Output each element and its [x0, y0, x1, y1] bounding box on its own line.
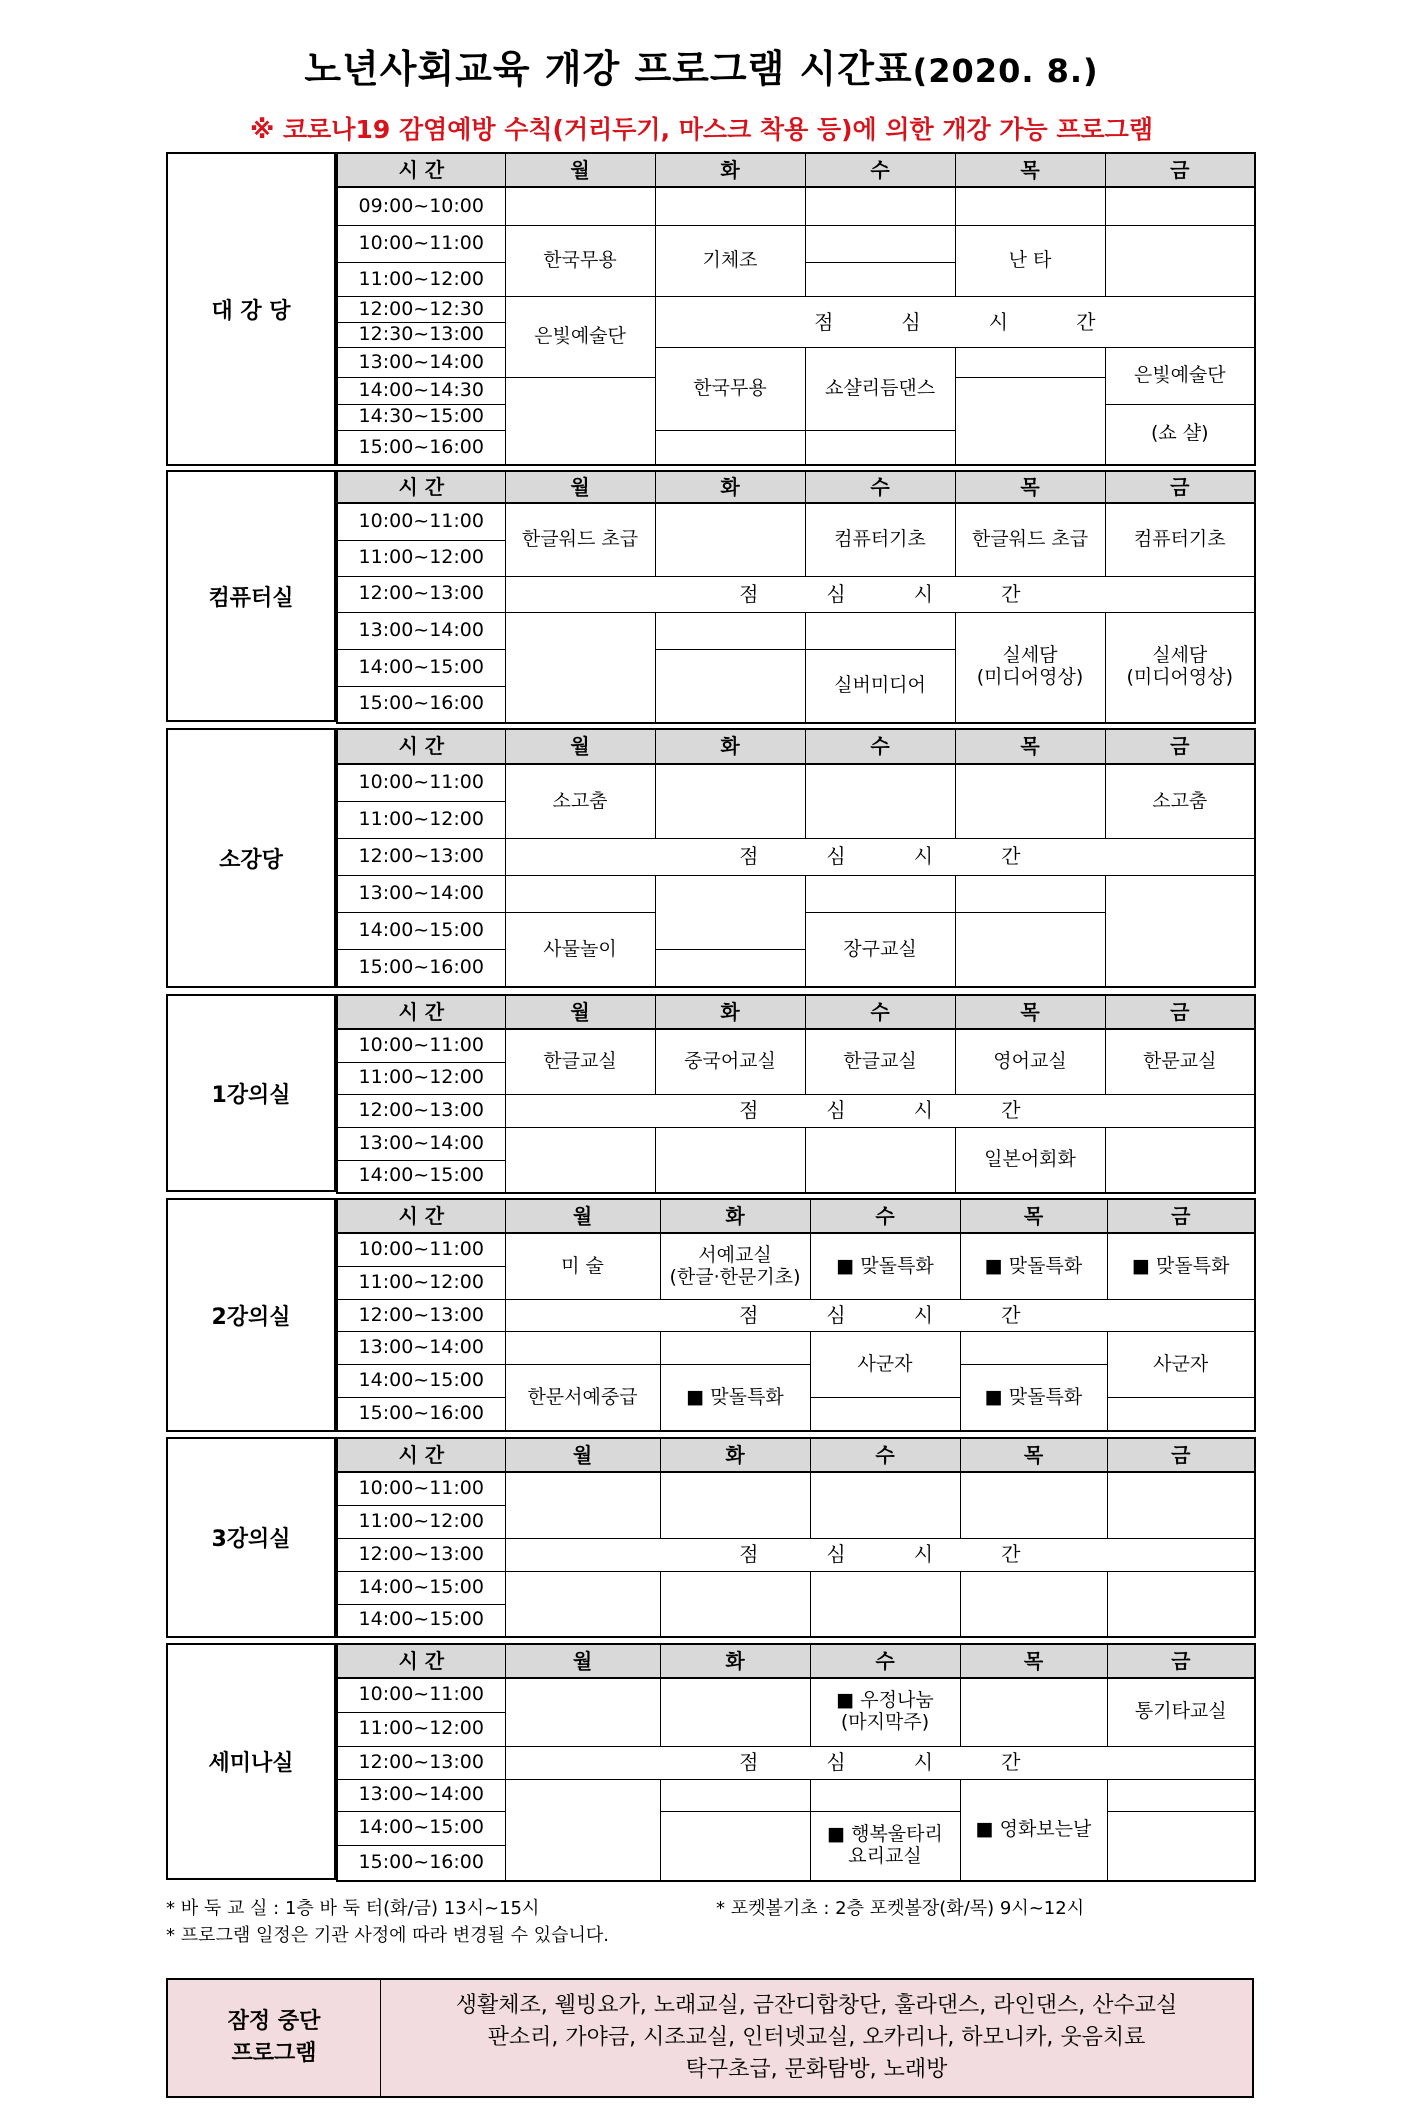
suspended-line: 탁구초급, 문화탐방, 노래방 — [685, 2057, 948, 2082]
class-cell: ■ 행복울타리 요리교실 — [810, 1811, 960, 1881]
time-slot: 11:00~12:00 — [337, 540, 505, 576]
header-mon: 월 — [505, 153, 655, 187]
header-tue: 화 — [660, 1644, 810, 1678]
time-slot: 15:00~16:00 — [337, 686, 505, 723]
class-cell: 사군자 — [1107, 1332, 1255, 1398]
room-name: 세미나실 — [166, 1643, 336, 1880]
room-name: 1강의실 — [166, 994, 336, 1192]
class-cell: ■ 맞돌특화 — [660, 1365, 810, 1431]
class-cell: ■ 맞돌특화 — [810, 1233, 960, 1299]
class-cell: (쇼 샬) — [1105, 404, 1255, 465]
class-cell: 한문서예중급 — [505, 1365, 660, 1431]
class-cell: 사물놀이 — [505, 913, 655, 987]
schedule-block-lecture1 — [166, 994, 1254, 1192]
time-slot: 14:00~15:00 — [337, 1571, 505, 1604]
class-cell: 미 술 — [505, 1233, 660, 1299]
schedule-block-computer — [166, 470, 1254, 722]
time-slot: 13:00~14:00 — [337, 1127, 505, 1160]
time-slot: 15:00~16:00 — [337, 1845, 505, 1881]
class-cell: 컴퓨터기초 — [805, 503, 955, 576]
header-fri: 금 — [1107, 1644, 1255, 1678]
lunch-time: 점 심 시 간 — [505, 1299, 1255, 1331]
header-wed: 수 — [810, 1438, 960, 1472]
time-slot: 10:00~11:00 — [337, 1472, 505, 1505]
lunch-time: 점 심 시 간 — [505, 1746, 1255, 1779]
time-slot: 13:00~14:00 — [337, 1779, 505, 1811]
header-time: 시 간 — [337, 471, 505, 503]
note-schedule-change: * 프로그램 일정은 기관 사정에 따라 변경될 수 있습니다. — [166, 1925, 610, 1946]
room-name: 컴퓨터실 — [166, 470, 336, 722]
schedule-block-lecture2 — [166, 1198, 1254, 1432]
suspended-list — [381, 1980, 1252, 2096]
class-cell: 기체조 — [655, 226, 805, 297]
class-cell: 실버미디어 — [805, 649, 955, 723]
notes — [166, 1895, 1085, 1949]
header-fri: 금 — [1105, 471, 1255, 503]
time-slot: 10:00~11:00 — [337, 764, 505, 801]
header-mon: 월 — [505, 471, 655, 503]
time-slot: 10:00~11:00 — [337, 226, 505, 262]
header-time: 시 간 — [337, 153, 505, 187]
schedule-block-seminar — [166, 1643, 1254, 1880]
header-mon: 월 — [505, 1644, 660, 1678]
class-cell: 실세담 (미디어영상) — [955, 612, 1105, 723]
time-slot: 12:00~13:00 — [337, 1746, 505, 1779]
time-slot: 14:00~15:00 — [337, 913, 505, 950]
header-tue: 화 — [655, 995, 805, 1029]
header-time: 시 간 — [337, 729, 505, 764]
time-slot: 14:00~15:00 — [337, 649, 505, 686]
time-slot: 15:00~16:00 — [337, 430, 505, 465]
class-cell: ■ 맞돌특화 — [960, 1365, 1107, 1431]
class-cell: 한글워드 초급 — [505, 503, 655, 576]
class-cell: 사군자 — [810, 1332, 960, 1398]
note-pocketball: * 포켓볼기초 : 2층 포켓볼장(화/목) 9시~12시 — [716, 1898, 1085, 1919]
suspended-label-line: 프로그램 — [231, 2041, 317, 2066]
time-slot: 11:00~12:00 — [337, 1266, 505, 1299]
header-wed: 수 — [805, 995, 955, 1029]
class-cell: ■ 영화보는날 — [960, 1779, 1107, 1881]
time-slot: 12:30~13:00 — [337, 322, 505, 347]
schedule-table — [336, 152, 1256, 466]
class-cell: 소고춤 — [505, 764, 655, 838]
time-slot: 14:00~15:00 — [337, 1160, 505, 1193]
time-slot: 14:00~15:00 — [337, 1811, 505, 1845]
time-slot: 12:00~13:00 — [337, 1299, 505, 1331]
time-slot: 14:00~14:30 — [337, 378, 505, 404]
lunch-time: 점 심 시 간 — [505, 838, 1255, 875]
schedule-block-small-hall — [166, 728, 1254, 988]
class-cell: 한국무용 — [505, 226, 655, 297]
header-mon: 월 — [505, 1438, 660, 1472]
header-fri: 금 — [1105, 995, 1255, 1029]
header-thu: 목 — [955, 995, 1105, 1029]
time-slot: 15:00~16:00 — [337, 1398, 505, 1431]
header-wed: 수 — [810, 1644, 960, 1678]
header-mon: 월 — [505, 1199, 660, 1233]
note-baduk: * 바 둑 교 실 : 1층 바 둑 터(화/금) 13시~15시 — [166, 1898, 540, 1919]
header-time: 시 간 — [337, 1644, 505, 1678]
header-tue: 화 — [655, 729, 805, 764]
header-tue: 화 — [660, 1438, 810, 1472]
time-slot: 11:00~12:00 — [337, 1505, 505, 1538]
header-wed: 수 — [805, 153, 955, 187]
time-slot: 11:00~12:00 — [337, 801, 505, 838]
class-cell: ■ 맞돌특화 — [1107, 1233, 1255, 1299]
time-slot: 12:00~13:00 — [337, 1094, 505, 1127]
class-cell: 중국어교실 — [655, 1029, 805, 1094]
header-fri: 금 — [1107, 1438, 1255, 1472]
class-cell: 한글교실 — [805, 1029, 955, 1094]
class-cell: 서예교실 (한글·한문기초) — [660, 1233, 810, 1299]
class-cell: 통기타교실 — [1107, 1678, 1255, 1746]
class-cell: 한문교실 — [1105, 1029, 1255, 1094]
time-slot: 15:00~16:00 — [337, 950, 505, 987]
class-cell: 영어교실 — [955, 1029, 1105, 1094]
time-slot: 10:00~11:00 — [337, 503, 505, 540]
lunch-time: 점 심 시 간 — [505, 1094, 1255, 1127]
header-wed: 수 — [810, 1199, 960, 1233]
time-slot: 14:00~15:00 — [337, 1604, 505, 1637]
class-cell: 일본어회화 — [955, 1127, 1105, 1193]
schedule-table — [336, 470, 1256, 724]
suspended-line: 판소리, 가야금, 시조교실, 인터넷교실, 오카리나, 하모니카, 웃음치료 — [487, 2025, 1146, 2050]
header-mon: 월 — [505, 995, 655, 1029]
header-tue: 화 — [660, 1199, 810, 1233]
time-slot: 09:00~10:00 — [337, 187, 505, 225]
class-cell: ■ 맞돌특화 — [960, 1233, 1107, 1299]
class-cell: 쇼샬리듬댄스 — [805, 347, 955, 430]
header-wed: 수 — [805, 729, 955, 764]
class-cell: 한글교실 — [505, 1029, 655, 1094]
time-slot: 12:00~13:00 — [337, 576, 505, 612]
suspended-line: 생활체조, 웰빙요가, 노래교실, 금잔디합창단, 훌라댄스, 라인댄스, 산수교실 — [455, 1993, 1178, 2018]
time-slot: 14:00~15:00 — [337, 1365, 505, 1398]
title-main: 노년사회교육 개강 프로그램 시간표 — [304, 47, 913, 91]
schedule-block-main-hall — [166, 152, 1254, 466]
header-thu: 목 — [955, 729, 1105, 764]
header-time: 시 간 — [337, 995, 505, 1029]
schedule-table — [336, 994, 1256, 1194]
time-slot: 14:30~15:00 — [337, 404, 505, 430]
class-cell: 은빛예술단 — [505, 297, 655, 378]
time-slot: 12:00~13:00 — [337, 1538, 505, 1571]
time-slot: 11:00~12:00 — [337, 262, 505, 296]
header-thu: 목 — [955, 153, 1105, 187]
header-wed: 수 — [805, 471, 955, 503]
time-slot: 12:00~13:00 — [337, 838, 505, 875]
header-fri: 금 — [1105, 729, 1255, 764]
time-slot: 10:00~11:00 — [337, 1678, 505, 1712]
lunch-time: 점 심 시 간 — [505, 576, 1255, 612]
time-slot: 11:00~12:00 — [337, 1062, 505, 1094]
header-time: 시 간 — [337, 1199, 505, 1233]
header-thu: 목 — [960, 1644, 1107, 1678]
time-slot: 13:00~14:00 — [337, 1332, 505, 1365]
schedule-table — [336, 1198, 1256, 1432]
time-slot: 13:00~14:00 — [337, 612, 505, 649]
page-title — [0, 38, 1403, 93]
schedule-table — [336, 728, 1256, 988]
title-date: (2020. 8.) — [912, 52, 1099, 90]
class-cell: 컴퓨터기초 — [1105, 503, 1255, 576]
time-slot: 10:00~11:00 — [337, 1233, 505, 1266]
time-slot: 13:00~14:00 — [337, 876, 505, 913]
room-name: 3강의실 — [166, 1437, 336, 1638]
time-slot: 13:00~14:00 — [337, 347, 505, 377]
class-cell: 한글워드 초급 — [955, 503, 1105, 576]
header-tue: 화 — [655, 153, 805, 187]
suspended-label-line: 잠정 중단 — [227, 2009, 321, 2034]
time-slot: 12:00~12:30 — [337, 297, 505, 322]
class-cell: 한국무용 — [655, 347, 805, 430]
time-slot: 10:00~11:00 — [337, 1029, 505, 1062]
header-time: 시 간 — [337, 1438, 505, 1472]
header-fri: 금 — [1107, 1199, 1255, 1233]
room-name: 대 강 당 — [166, 152, 336, 466]
class-cell: ■ 우정나눔 (마지막주) — [810, 1678, 960, 1746]
class-cell: 실세담 (미디어영상) — [1105, 612, 1255, 723]
time-slot: 11:00~12:00 — [337, 1712, 505, 1746]
schedule-table — [336, 1643, 1256, 1882]
header-mon: 월 — [505, 729, 655, 764]
suspended-programs — [166, 1978, 1254, 2098]
header-fri: 금 — [1105, 153, 1255, 187]
suspended-label — [168, 1980, 381, 2096]
header-tue: 화 — [655, 471, 805, 503]
lunch-time: 점 심 시 간 — [655, 297, 1255, 348]
class-cell: 은빛예술단 — [1105, 347, 1255, 404]
class-cell: 소고춤 — [1105, 764, 1255, 838]
header-thu: 목 — [960, 1438, 1107, 1472]
room-name: 소강당 — [166, 728, 336, 988]
schedule-block-lecture3 — [166, 1437, 1254, 1638]
lunch-time: 점 심 시 간 — [505, 1538, 1255, 1571]
notice-subtitle: ※ 코로나19 감염예방 수칙(거리두기, 마스크 착용 등)에 의한 개강 가능 프로그램 — [250, 115, 1153, 144]
class-cell: 난 타 — [955, 226, 1105, 297]
schedule-table — [336, 1437, 1256, 1638]
header-thu: 목 — [955, 471, 1105, 503]
header-thu: 목 — [960, 1199, 1107, 1233]
class-cell: 장구교실 — [805, 913, 955, 987]
room-name: 2강의실 — [166, 1198, 336, 1432]
